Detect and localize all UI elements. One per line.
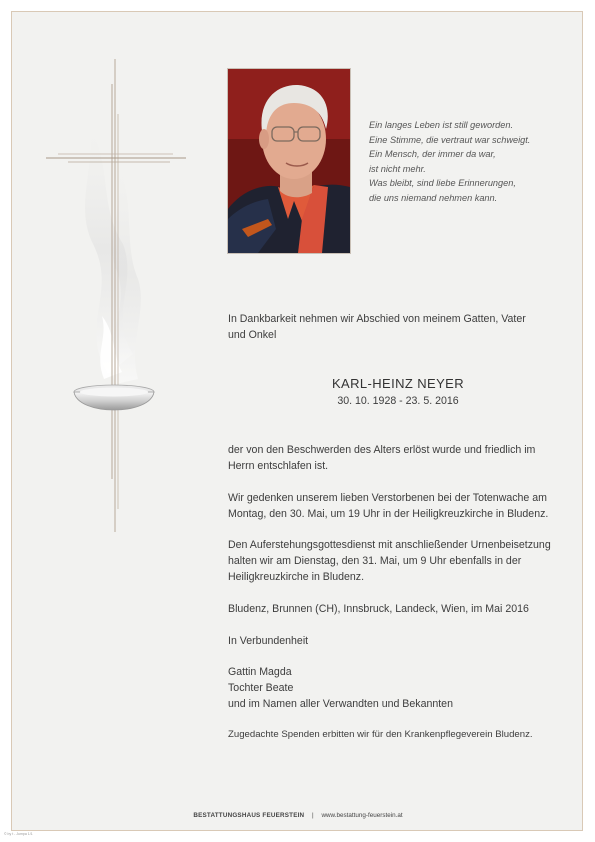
poem-line: Ein Mensch, der immer da war, bbox=[369, 149, 496, 159]
family-member: Tochter Beate bbox=[228, 682, 294, 694]
poem-line: Eine Stimme, die vertraut war schweigt. bbox=[369, 134, 531, 145]
funeral-home-name: BESTATTUNGSHAUS FEUERSTEIN bbox=[193, 812, 305, 819]
footer bbox=[12, 812, 584, 819]
paragraph-line: Wir gedenken unserem lieben Verstorbenen bei der Totenwache am bbox=[228, 492, 547, 504]
paragraph-line: Herrn entschlafen ist. bbox=[228, 460, 329, 472]
funeral-home-url[interactable]: www.bestattung-feuerstein.at bbox=[321, 812, 403, 819]
portrait-photo bbox=[228, 69, 350, 253]
paragraph-service bbox=[228, 537, 551, 585]
places-date-line: Bludenz, Brunnen (CH), Innsbruck, Landeck, Wien, im Mai 2016 bbox=[228, 603, 529, 615]
deceased-name: KARL-HEINZ NEYER bbox=[331, 376, 465, 391]
paragraph-line: Den Auferstehungsgottesdienst mit anschließender Urnenbeisetzung bbox=[228, 539, 551, 551]
paragraph-line: Heiligkreuzkirche in Bludenz. bbox=[228, 571, 365, 583]
poem-line: Ein langes Leben ist still geworden. bbox=[369, 120, 514, 130]
print-code: © by t - Jumpa 1/1 bbox=[4, 832, 33, 836]
intro-line: und Onkel bbox=[228, 329, 277, 341]
intro-line: In Dankbarkeit nehmen wir Abschied von meinem Gatten, Vater bbox=[228, 313, 526, 325]
family-member: und im Namen aller Verwandten und Bekannten bbox=[228, 698, 453, 710]
closing-line: In Verbundenheit bbox=[228, 635, 309, 647]
poem-line: die uns niemand nehmen kann. bbox=[369, 192, 498, 203]
footer-separator: | bbox=[312, 812, 314, 819]
cross-with-flame-bowl-icon bbox=[38, 54, 198, 539]
paragraph-wake bbox=[228, 490, 548, 522]
family-member: Gattin Magda bbox=[228, 666, 292, 678]
life-dates: 30. 10. 1928 - 23. 5. 2016 bbox=[337, 395, 459, 407]
paragraph-line: halten wir am Dienstag, den 31. Mai, um 9 Uhr ebenfalls in der bbox=[228, 555, 522, 567]
intro-text bbox=[228, 311, 526, 343]
paragraph-line: Montag, den 30. Mai, um 19 Uhr in der Heiligkreuzkirche in Bludenz. bbox=[228, 508, 549, 520]
poem-line: ist nicht mehr. bbox=[369, 163, 426, 174]
obituary-card bbox=[11, 11, 583, 831]
poem-line: Was bleibt, sind liebe Erinnerungen, bbox=[369, 178, 516, 188]
paragraph-passing bbox=[228, 442, 535, 474]
poem bbox=[369, 118, 530, 205]
family-list bbox=[228, 664, 453, 712]
donation-note: Zugedachte Spenden erbitten wir für den Krankenpflegeverein Bludenz. bbox=[228, 729, 533, 740]
paragraph-line: der von den Beschwerden des Alters erlöst wurde und friedlich im bbox=[228, 444, 536, 456]
